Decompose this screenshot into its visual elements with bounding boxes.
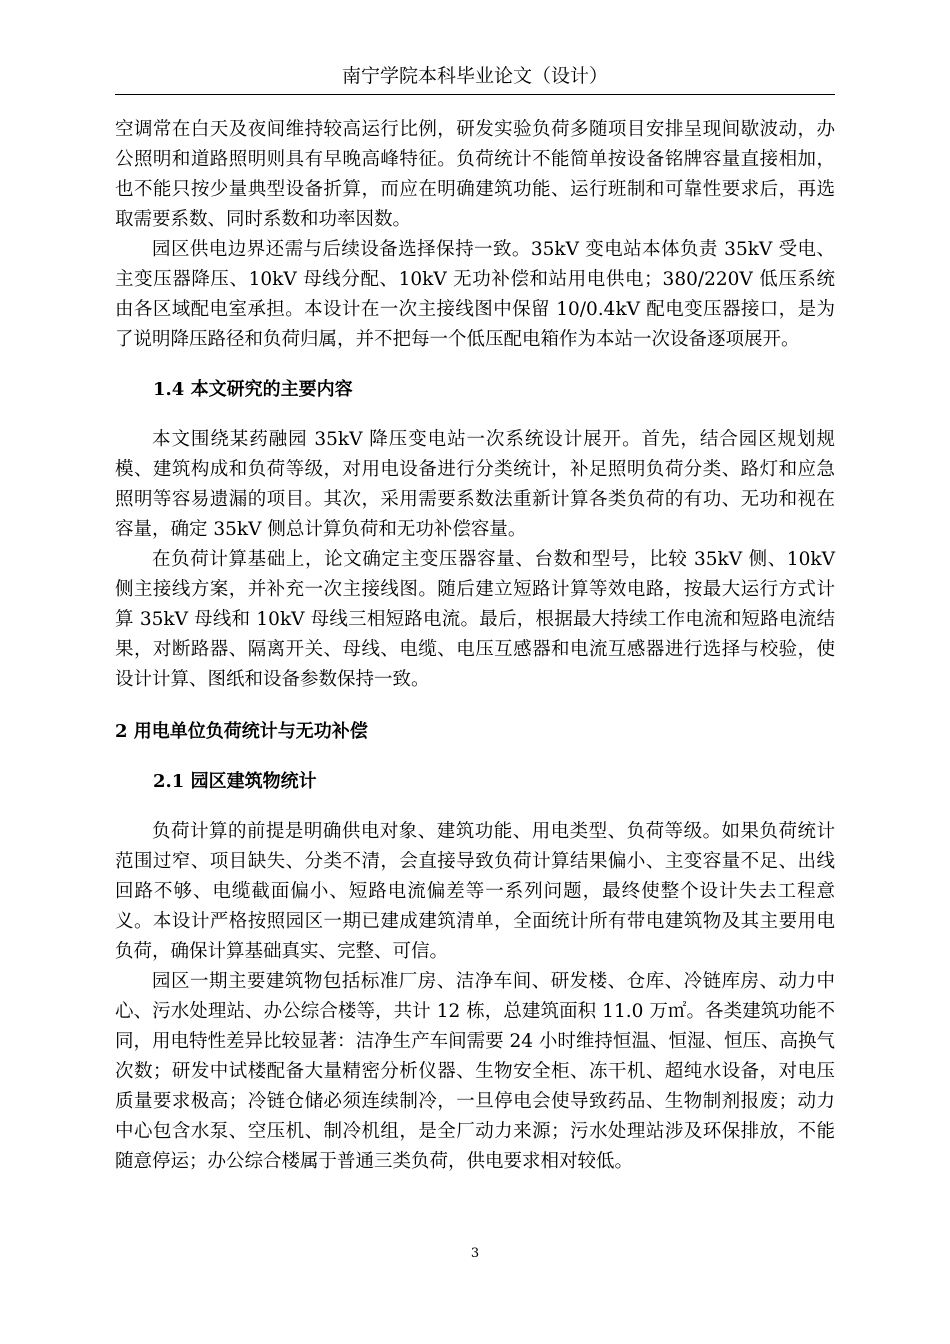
paragraph-4: 在负荷计算基础上，论文确定主变压器容量、台数和型号，比较 35kV 侧、10kV 侧主接线方案，并补充一次主接线图。随后建立短路计算等效电路，按最大运行方式计算 35kV 母线和 10kV 母线三相短路电流。最后，根据最大持续工作电流和短路电流结果，对断路器、隔离开关、母线、电缆、电压互感器和电流互感器进行选择与校验，使设计计算、图纸和设备参数保持一致。: [115, 549, 835, 690]
page-number: 3: [470, 1246, 480, 1261]
section-heading-1-4: 1.4 本文研究的主要内容: [153, 379, 353, 400]
paragraph-2: 园区供电边界还需与后续设备选择保持一致。35kV 变电站本体负责 35kV 受电、主变压器降压、10kV 母线分配、10kV 无功补偿和站用电供电；380/220V 低压系统由各区域配电室承担。本设计在一次主接线图中保留 10/0.4kV 配电变压器接口，是为了说明降压路径和负荷归属，并不把每一个低压配电箱作为本站一次设备逐项展开。: [115, 239, 835, 350]
paragraph-6: 园区一期主要建筑物包括标准厂房、洁净车间、研发楼、仓库、冷链库房、动力中心、污水处理站、办公综合楼等，共计 12 栋，总建筑面积 11.0 万㎡。各类建筑功能不同，用电特性差异比较显著：洁净生产车间需要 24 小时维持恒温、恒湿、恒压、高换气次数；研发中试楼配备大量精密分析仪器、生物安全柜、冻干机、超纯水设备，对电压质量要求极高；冷链仓储必须连续制冷，一旦停电会使导致药品、生物制剂报废；动力中心包含水泵、空压机、制冷机组，是全厂动力来源；污水处理站涉及环保排放，不能随意停运；办公综合楼属于普通三类负荷，供电要求相对较低。: [115, 971, 835, 1172]
header-rule: [115, 94, 835, 95]
paragraph-1: 空调常在白天及夜间维持较高运行比例，研发实验负荷多随项目安排呈现间歇波动，办公照明和道路照明则具有早晚高峰特征。负荷统计不能简单按设备铭牌容量直接相加，也不能只按少量典型设备折算，而应在明确建筑功能、运行班制和可靠性要求后，再选取需要系数、同时系数和功率因数。: [115, 119, 835, 230]
paragraph-5: 负荷计算的前提是明确供电对象、建筑功能、用电类型、负荷等级。如果负荷统计范围过窄、项目缺失、分类不清，会直接导致负荷计算结果偏小、主变容量不足、出线回路不够、电缆截面偏小、短路电流偏差等一系列问题，最终使整个设计失去工程意义。本设计严格按照园区一期已建成建筑清单，全面统计所有带电建筑物及其主要用电负荷，确保计算基础真实、完整、可信。: [115, 821, 835, 962]
chapter-heading-2: 2 用电单位负荷统计与无功补偿: [115, 721, 368, 742]
running-header: 南宁学院本科毕业论文（设计）: [341, 65, 608, 87]
section-heading-2-1: 2.1 园区建筑物统计: [153, 771, 317, 792]
paragraph-3: 本文围绕某药融园 35kV 降压变电站一次系统设计展开。首先，结合园区规划规模、建筑构成和负荷等级，对用电设备进行分类统计，补足照明负荷分类、路灯和应急照明等容易遗漏的项目。其次，采用需要系数法重新计算各类负荷的有功、无功和视在容量，确定 35kV 侧总计算负荷和无功补偿容量。: [115, 429, 835, 540]
page-body: [115, 115, 835, 1177]
